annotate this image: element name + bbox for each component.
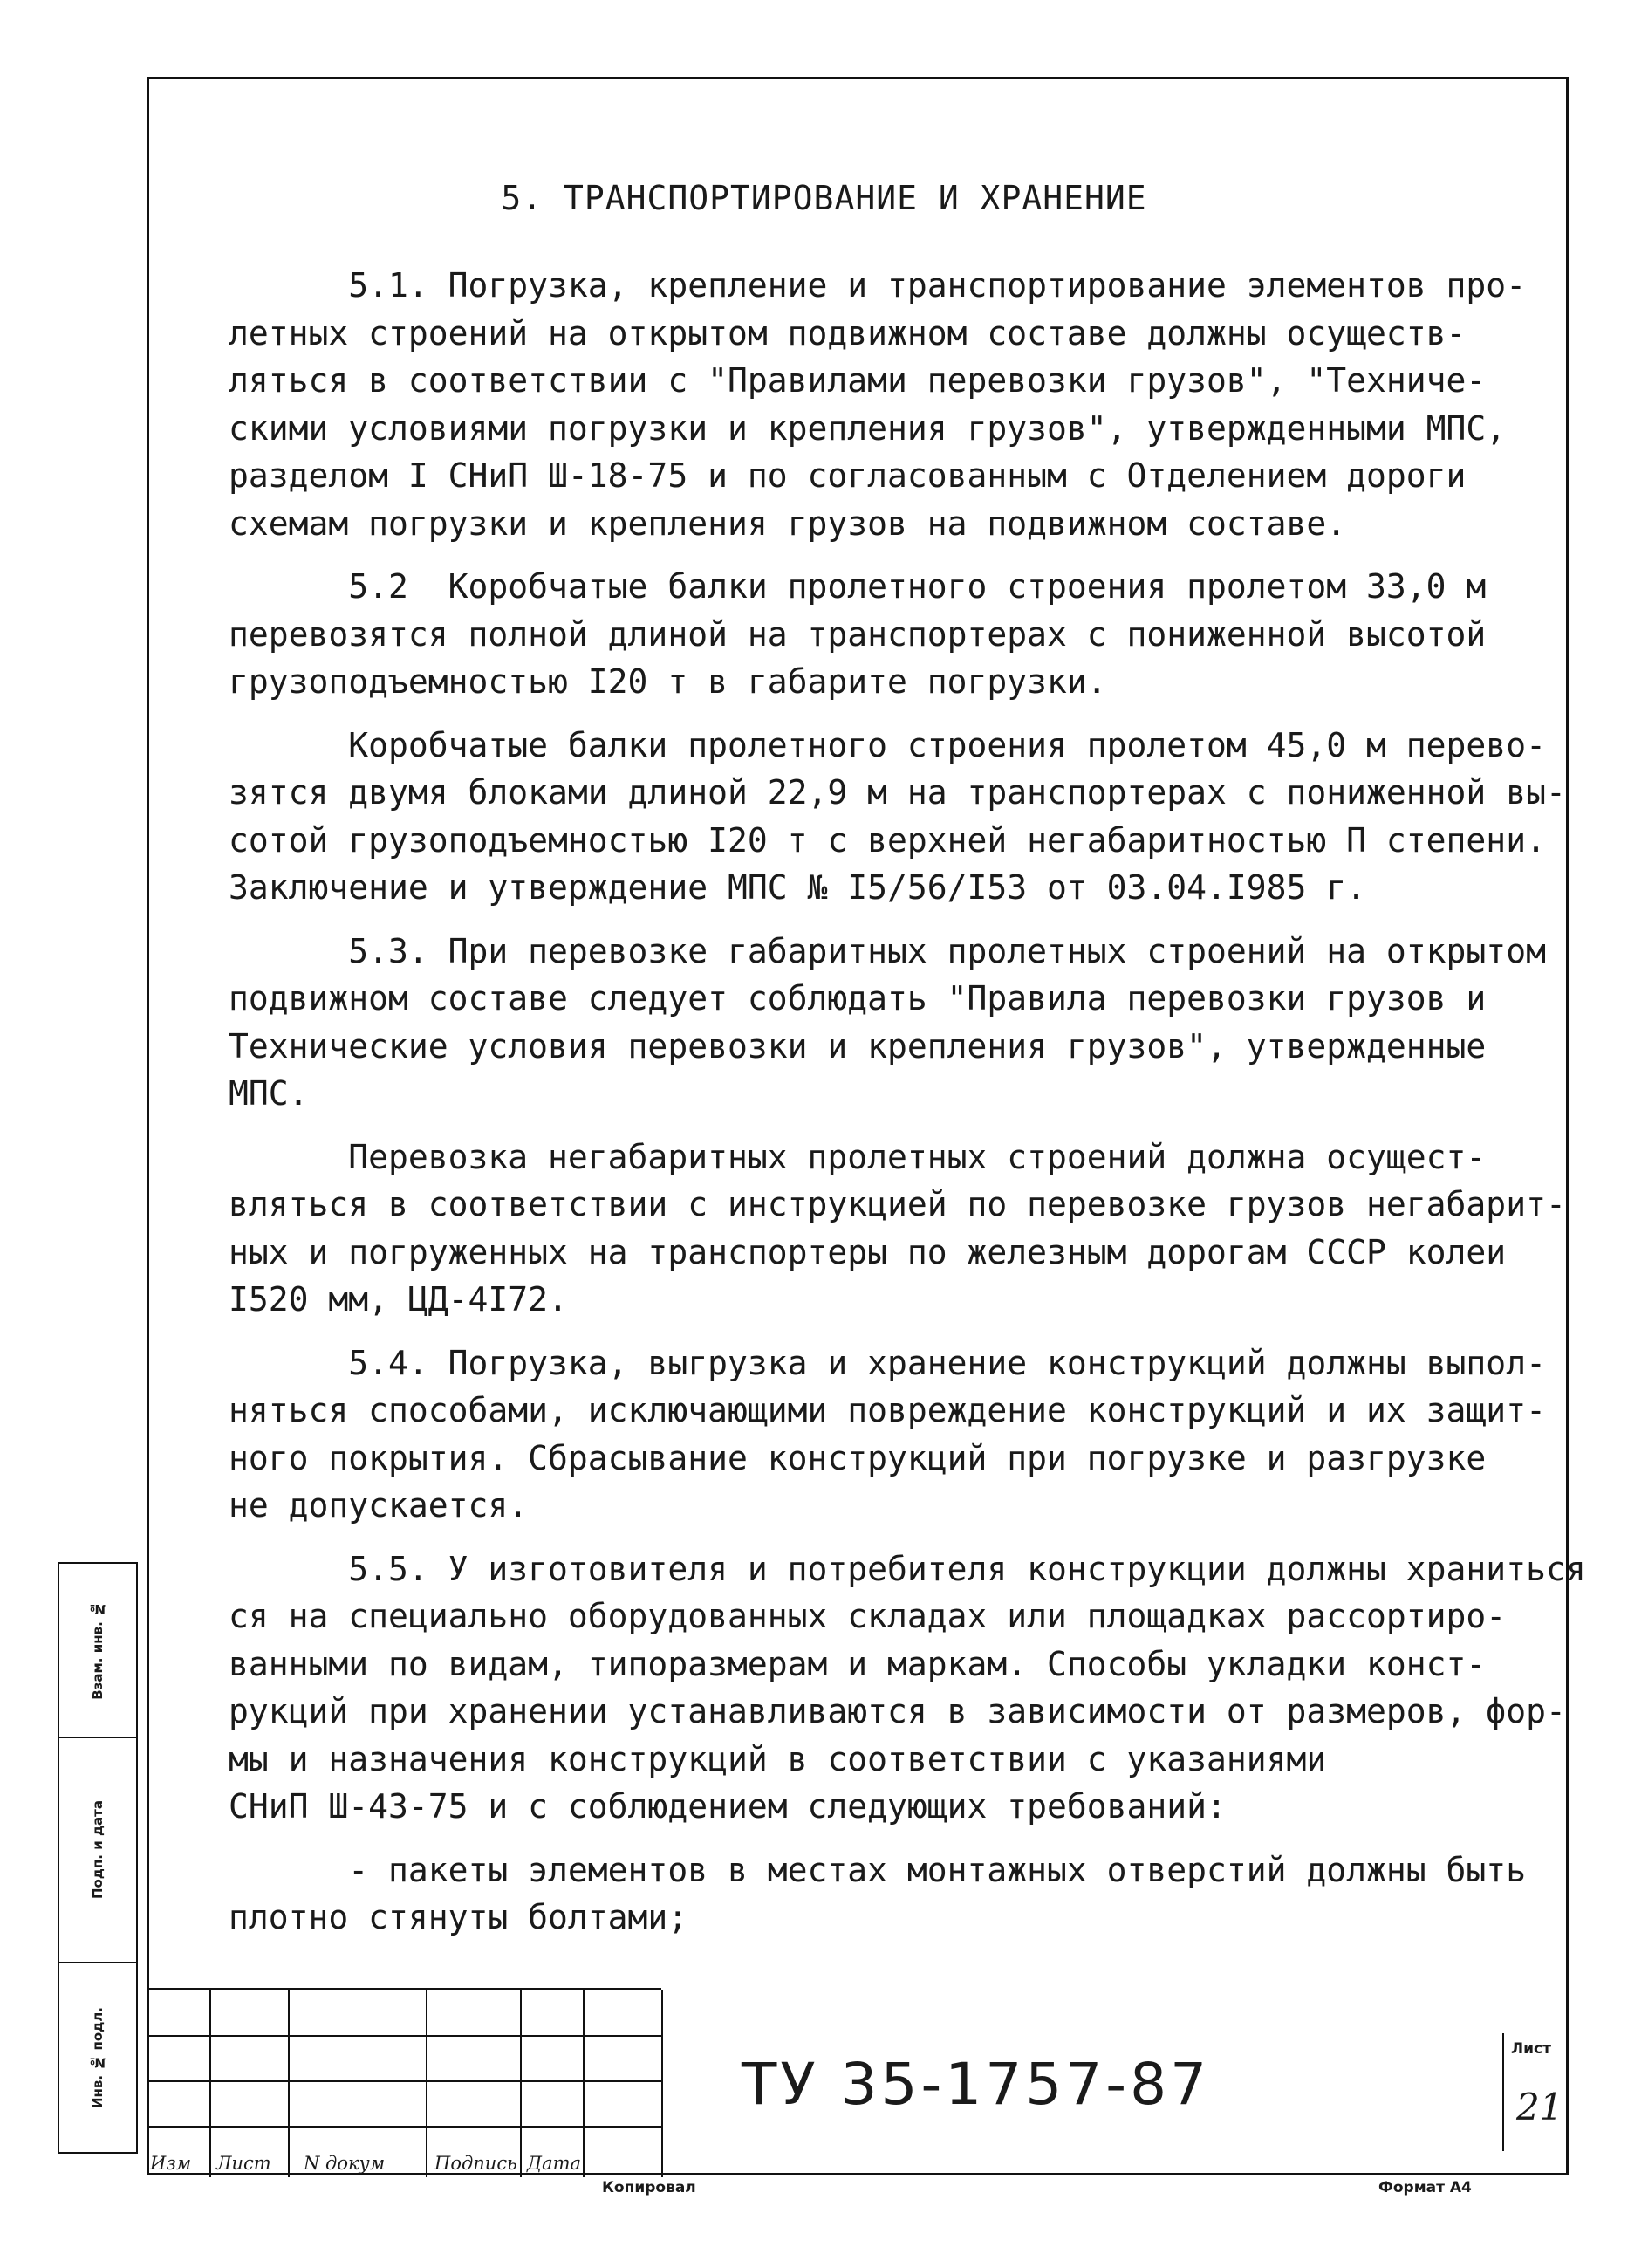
sheet-number: 21 [1516, 2086, 1563, 2128]
col-izm: Изм [150, 2153, 192, 2174]
paragraph-5-2-cont: Коробчатые балки пролетного строения пролетом 45,0 м перево- зятся двумя блоками длиной 22,9 м на транспортерах с пониженной вы- сотой грузоподъемностью I20 т с верхней негабаритностью П степени. Заключение и утверждение МПС № I5/56/I53 от 03.04.I985 г. [229, 725, 1566, 907]
paragraph-5-3-cont: Перевозка негабаритных пролетных строений должна осущест- вляться в соответствии с инструкцией по перевозке грузов негабарит- ных и погруженных на транспортеры по железным дорогам СССР колеи I520 мм, ЦД-4I72. [229, 1137, 1566, 1319]
title-block-grid [147, 1988, 661, 2177]
col-n-dokum: N докум [304, 2153, 386, 2174]
side-stamp-label: Инв. № подл. [90, 2006, 106, 2109]
side-stamp-cell [59, 1564, 136, 1738]
side-stamp-label: Взам. инв. № [90, 1600, 106, 1700]
document-designation: ТУ 35-1757-87 [742, 2051, 1211, 2118]
side-stamp-label: Подп. и дата [90, 1800, 106, 1900]
footer-copied: Копировал [602, 2179, 696, 2196]
col-data: Дата [527, 2153, 582, 2174]
sheet-label: Лист [1511, 2040, 1551, 2058]
side-stamp-cell [59, 1963, 136, 2152]
paragraph-5-1: 5.1. Погрузка, крепление и транспортирование элементов про- летных строений на открытом подвижном составе должны осуществ- ляться в соответствии с "Правилами перевозки грузов", "Техниче- скими условиями погрузки и крепления грузов", утвержденными МПС, разделом I СНиП Ш-18-75 и по согласованным с Отделением дороги схемам погрузки и крепления грузов на подвижном составе. [229, 266, 1527, 543]
document-body [229, 262, 1586, 1957]
side-stamp [58, 1562, 138, 2154]
paragraph-5-3: 5.3. При перевозке габаритных пролетных строений на открытом подвижном составе следует соблюдать "Правила перевозки грузов и Технические условия перевозки и крепления грузов", утвержденные МПС. [229, 931, 1546, 1113]
footer-format: Формат А4 [1378, 2179, 1472, 2196]
section-heading: 5. ТРАНСПОРТИРОВАНИЕ И ХРАНЕНИЕ [501, 179, 1147, 217]
paragraph-5-5: 5.5. У изготовителя и потребителя конструкции должны храниться ся на специально оборудованных складах или площадках рассортиро- ванными по видам, типоразмерам и маркам. Способы укладки конст- рукций при хранении устанавливаются в зависимости от размеров, фор- мы и назначения конструкций в соответствии с указаниями СНиП Ш-43-75 и с соблюдением следующих требований: [229, 1549, 1586, 1826]
paragraph-5-4: 5.4. Погрузка, выгрузка и хранение конструкций должны выпол- няться способами, исключающими повреждение конструкций и их защит- ного покрытия. Сбрасывание конструкций при погрузке и разгрузке не допускается. [229, 1343, 1546, 1525]
paragraph-5-2: 5.2 Коробчатые балки пролетного строения пролетом 33,0 м перевозятся полной длиной на транспортерах с пониженной высотой грузоподъемностью I20 т в габарите погрузки. [229, 567, 1487, 701]
paragraph-5-5-item: - пакеты элементов в местах монтажных отверстий должны быть плотно стянуты болтами; [229, 1850, 1527, 1936]
col-list: Лист [216, 2153, 271, 2174]
col-podpis: Подпись [434, 2153, 517, 2174]
side-stamp-cell [59, 1738, 136, 1963]
